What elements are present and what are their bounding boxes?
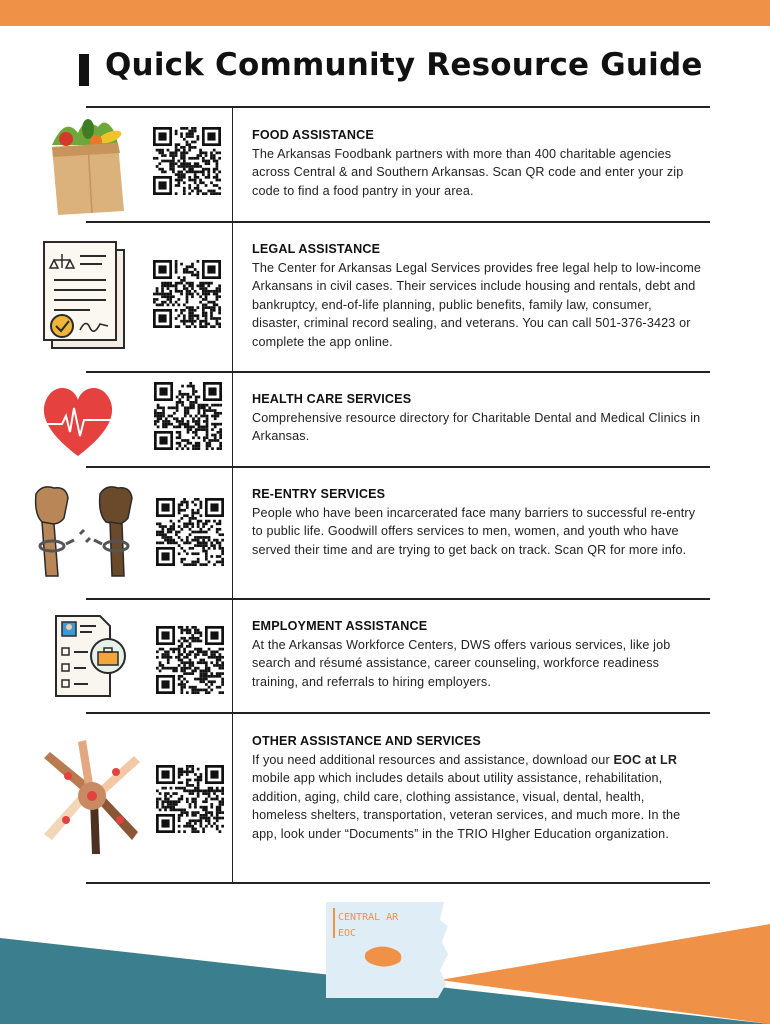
section-heading: RE-ENTRY SERVICES bbox=[252, 487, 386, 501]
qr-code-legal[interactable] bbox=[153, 260, 221, 328]
top-accent-band bbox=[0, 0, 770, 26]
qr-code-employment[interactable] bbox=[156, 626, 224, 694]
divider bbox=[86, 371, 710, 373]
divider bbox=[86, 712, 710, 714]
column-divider bbox=[232, 108, 233, 883]
section-employment-assistance bbox=[252, 617, 702, 691]
title-marker bbox=[79, 54, 89, 86]
section-body: People who have been incarcerated face many barriers to successful re-entry to public life. Goodwill offers services to men, women, and youth who have served their time and are trying to get back on track. Scan QR for more info. bbox=[252, 505, 696, 557]
bottom-decoration bbox=[0, 880, 770, 1024]
section-body: At the Arkansas Workforce Centers, DWS offers various services, like job search and résumé assistance, career counseling, workforce readiness training, and referrals to hiring employers. bbox=[252, 637, 671, 689]
section-body: The Center for Arkansas Legal Services provides free legal help to low-income Arkansans in civil cases. Their services include housing and rentals, debt and bankruptcy, end-of-life planning, public benefits, family law, consumer, disaster, criminal record sealing, and veterans. You can call 501-376-3423 or complete the app online. bbox=[252, 260, 702, 349]
divider bbox=[86, 466, 710, 468]
divider bbox=[86, 106, 710, 108]
broken-chains-icon bbox=[28, 484, 140, 586]
section-heading: OTHER ASSISTANCE AND SERVICES bbox=[252, 734, 481, 748]
qr-code-other[interactable] bbox=[156, 765, 224, 833]
divider bbox=[86, 221, 710, 223]
logo-text-line2: EOC bbox=[338, 928, 357, 939]
qr-code-health[interactable] bbox=[154, 382, 222, 450]
qr-code-reentry[interactable] bbox=[156, 498, 224, 566]
heartbeat-icon bbox=[36, 380, 120, 460]
qr-code-food[interactable] bbox=[153, 127, 221, 195]
body-text-end: mobile app which includes details about utility assistance, rehabilitation, addition, aging, child care, clothing assistance, visual, dental, health, homeless shelters, transportation, veteran services, and much more. In the app, look under “Documents” in the TRIO HIgher Education organization. bbox=[252, 771, 681, 841]
logo-text-line1: CENTRAL AR bbox=[338, 912, 399, 923]
legal-document-icon bbox=[40, 240, 128, 352]
section-heading: EMPLOYMENT ASSISTANCE bbox=[252, 619, 428, 633]
section-food-assistance bbox=[252, 126, 702, 200]
section-body: The Arkansas Foodbank partners with more than 400 charitable agencies across Central & and Southern Arkansas. Scan QR code and enter your zip code to find a food pantry in your area. bbox=[252, 146, 684, 198]
section-heading: LEGAL ASSISTANCE bbox=[252, 242, 381, 256]
section-heading: FOOD ASSISTANCE bbox=[252, 128, 374, 142]
section-other-assistance bbox=[252, 732, 702, 844]
joined-hands-icon bbox=[38, 736, 144, 858]
divider bbox=[86, 598, 710, 600]
section-body: Comprehensive resource directory for Charitable Dental and Medical Clinics in Arkansas. bbox=[252, 410, 701, 444]
body-text-start: If you need additional resources and assistance, download our bbox=[252, 752, 614, 767]
grocery-bag-icon bbox=[44, 115, 126, 217]
section-heading: HEALTH CARE SERVICES bbox=[252, 392, 412, 406]
section-legal-assistance bbox=[252, 240, 702, 352]
page-title: Quick Community Resource Guide bbox=[105, 47, 703, 83]
section-health-care bbox=[252, 390, 702, 446]
eoc-app-name: EOC at LR bbox=[613, 752, 678, 767]
section-body bbox=[252, 751, 702, 844]
section-reentry-services bbox=[252, 485, 702, 559]
resume-briefcase-icon bbox=[52, 612, 130, 700]
